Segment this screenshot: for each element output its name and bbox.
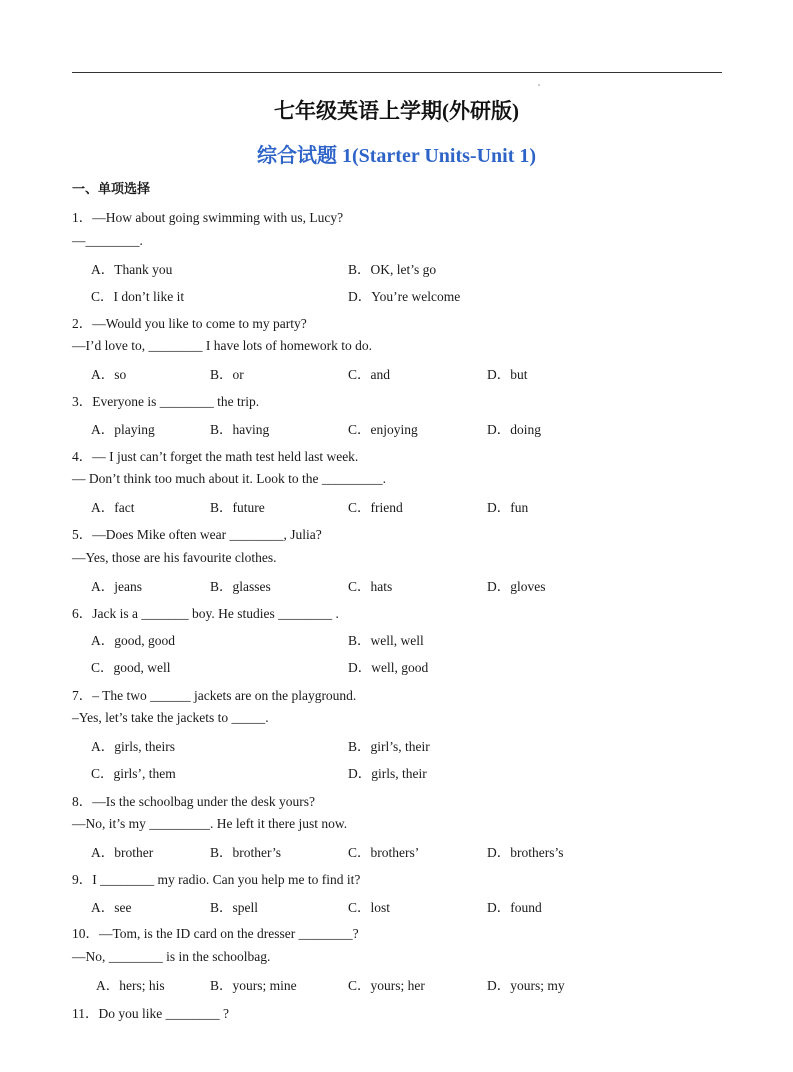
question-7-option-c[interactable]: C．girls’, them bbox=[91, 766, 176, 781]
question-7-option-b[interactable]: B．girl’s, their bbox=[348, 739, 430, 754]
question-8-reply: —No, it’s my _________. He left it there just now. bbox=[72, 816, 348, 831]
question-5-stem: 5．—Does Mike often wear ________, Julia? bbox=[72, 527, 322, 542]
question-4-option-b[interactable]: B．future bbox=[210, 500, 265, 515]
question-9-option-b[interactable]: B．spell bbox=[210, 900, 259, 915]
page-title: 七年级英语上学期(外研版) bbox=[274, 99, 519, 123]
question-3-option-a[interactable]: A．playing bbox=[91, 422, 155, 437]
question-4-option-a[interactable]: A．fact bbox=[91, 500, 135, 515]
question-6-option-d[interactable]: D．well, good bbox=[348, 660, 429, 675]
question-9-stem: 9．I ________ my radio. Can you help me to find it? bbox=[72, 872, 361, 887]
question-10-option-c[interactable]: C．yours; her bbox=[348, 978, 425, 993]
question-5-option-a[interactable]: A．jeans bbox=[91, 579, 142, 594]
question-4-stem: 4．— I just can’t forget the math test held last week. bbox=[72, 449, 359, 464]
question-5-option-b[interactable]: B．glasses bbox=[210, 579, 271, 594]
question-1-option-b[interactable]: B．OK, let’s go bbox=[348, 262, 437, 277]
question-2-option-d[interactable]: D．but bbox=[487, 367, 528, 382]
question-3-stem: 3．Everyone is ________ the trip. bbox=[72, 394, 260, 409]
question-5-option-c[interactable]: C．hats bbox=[348, 579, 393, 594]
question-1-option-c[interactable]: C．I don’t like it bbox=[91, 289, 185, 304]
question-8-stem: 8．—Is the schoolbag under the desk yours? bbox=[72, 794, 315, 809]
question-10-option-b[interactable]: B．yours; mine bbox=[210, 978, 297, 993]
question-11-stem: 11．Do you like ________ ? bbox=[72, 1006, 229, 1021]
question-2-reply: —I’d love to, ________ I have lots of homework to do. bbox=[72, 338, 372, 353]
question-7-option-d[interactable]: D．girls, their bbox=[348, 766, 427, 781]
question-6-option-b[interactable]: B．well, well bbox=[348, 633, 424, 648]
question-3-option-d[interactable]: D．doing bbox=[487, 422, 541, 437]
question-8-option-d[interactable]: D．brothers’s bbox=[487, 845, 564, 860]
question-8-option-a[interactable]: A．brother bbox=[91, 845, 154, 860]
question-10-reply: —No, ________ is in the schoolbag. bbox=[72, 949, 271, 964]
question-1-reply: —________. bbox=[72, 233, 143, 248]
question-2-option-b[interactable]: B．or bbox=[210, 367, 244, 382]
question-8-option-b[interactable]: B．brother’s bbox=[210, 845, 281, 860]
question-9-option-d[interactable]: D．found bbox=[487, 900, 542, 915]
question-3-option-c[interactable]: C．enjoying bbox=[348, 422, 418, 437]
question-6-option-c[interactable]: C．good, well bbox=[91, 660, 171, 675]
header-rule bbox=[72, 72, 722, 73]
page-subtitle: 综合试题 1(Starter Units-Unit 1) bbox=[256, 145, 537, 167]
question-10-option-a[interactable]: A．hers; his bbox=[96, 978, 165, 993]
question-7-reply: –Yes, let’s take the jackets to _____. bbox=[72, 710, 269, 725]
question-9-option-c[interactable]: C．lost bbox=[348, 900, 391, 915]
question-2-stem: 2．—Would you like to come to my party? bbox=[72, 316, 307, 331]
question-4-option-c[interactable]: C．friend bbox=[348, 500, 403, 515]
question-10-option-d[interactable]: D．yours; my bbox=[487, 978, 565, 993]
question-7-stem: 7．– The two ______ jackets are on the playground. bbox=[72, 688, 357, 703]
question-9-option-a[interactable]: A．see bbox=[91, 900, 132, 915]
question-6-stem: 6．Jack is a _______ boy. He studies ________ . bbox=[72, 606, 339, 621]
question-10-stem: 10．—Tom, is the ID card on the dresser ________? bbox=[72, 926, 359, 941]
question-4-option-d[interactable]: D．fun bbox=[487, 500, 529, 515]
question-5-reply: —Yes, those are his favourite clothes. bbox=[72, 550, 277, 565]
section-heading: 一、单项选择 bbox=[72, 182, 151, 197]
question-6-option-a[interactable]: A．good, good bbox=[91, 633, 175, 648]
scan-speck bbox=[538, 84, 540, 86]
question-1-option-a[interactable]: A．Thank you bbox=[91, 262, 173, 277]
question-4-reply: — Don’t think too much about it. Look to the _________. bbox=[72, 471, 386, 486]
question-7-option-a[interactable]: A．girls, theirs bbox=[91, 739, 175, 754]
question-5-option-d[interactable]: D．gloves bbox=[487, 579, 546, 594]
question-3-option-b[interactable]: B．having bbox=[210, 422, 270, 437]
question-1-stem: 1．—How about going swimming with us, Lucy? bbox=[72, 210, 344, 225]
question-2-option-c[interactable]: C．and bbox=[348, 367, 390, 382]
question-1-option-d[interactable]: D．You’re welcome bbox=[348, 289, 461, 304]
question-2-option-a[interactable]: A．so bbox=[91, 367, 127, 382]
question-8-option-c[interactable]: C．brothers’ bbox=[348, 845, 420, 860]
